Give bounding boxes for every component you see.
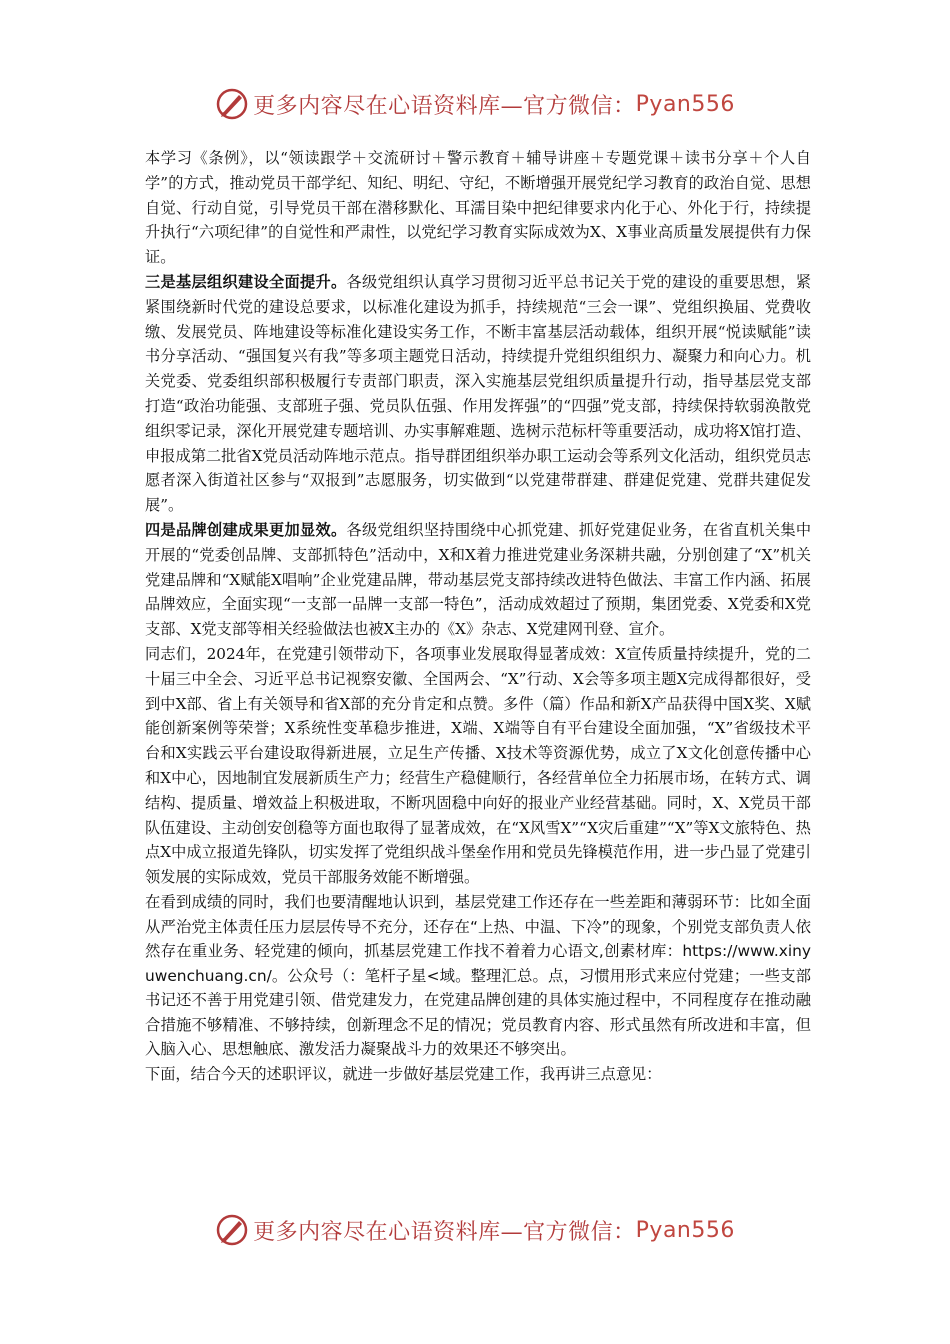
footer-banner-wechat-id: Pyan556 — [635, 1217, 735, 1243]
footer-banner-text: 更多内容尽在心语资料库—官方微信： — [253, 1219, 636, 1245]
paragraph-1: 本学习《条例》，以“领读跟学＋交流研讨＋警示教育＋辅导讲座＋专题党课＋读书分享＋个人自学”的方式，推动党员干部学纪、知纪、明纪、守纪，不断增强开展党纪学习教育的政治自觉、思想自觉、行动自觉，引导党员干部在潜移默化、耳濡目染中把纪律要求内化于心、外化于行，持续提升执行“六项纪律”的自觉性和严肃性，以党纪学习教育实际成效为X、X事业高质量发展提供有力保证。 — [145, 149, 811, 267]
paragraph-3 — [145, 518, 811, 642]
pen-logo-icon — [215, 87, 249, 121]
footer-banner — [0, 1208, 950, 1252]
banner-wechat-id: Pyan556 — [635, 91, 735, 117]
pen-logo-icon — [215, 1213, 249, 1247]
paragraph-3-text: 各级党组织坚持围绕中心抓党建、抓好党建促业务，在省直机关集中开展的“党委创品牌、支部抓特色”活动中，X和X着力推进党建业务深耕共融，分别创建了“X”机关党建品牌和“X赋能X唱响”企业党建品牌，带动基层党支部持续改进特色做法、丰富工作内涵、拓展品牌效应，全面实现“一支部一品牌一支部一特色”，活动成效超过了预期，集团党委、X党委和X党支部、X党支部等相关经验做法也被X主办的《X》杂志、X党建网刊登、宣介。 — [145, 520, 812, 639]
paragraph-3-heading: 四是品牌创建成果更加显效。 — [145, 520, 347, 539]
banner-text: 更多内容尽在心语资料库—官方微信： — [253, 93, 636, 119]
paragraph-6: 下面，结合今天的述职评议，就进一步做好基层党建工作，我再讲三点意见： — [145, 1065, 662, 1084]
header-banner — [0, 82, 950, 126]
paragraph-2-heading: 三是基层组织建设全面提升。 — [145, 272, 347, 291]
paragraph-2 — [145, 270, 811, 518]
paragraph-2-text: 各级党组织认真学习贯彻习近平总书记关于党的建设的重要思想，紧紧围绕新时代党的建设总要求，以标准化建设为抓手，持续规范“三会一课”、党组织换届、党费收缴、发展党员、阵地建设等标准化建设实务工作，不断丰富基层活动载体，组织开展“悦读赋能”读书分享活动、“强国复兴有我”等多项主题党日活动，持续提升党组织组织力、凝聚力和向心力。机关党委、党委组织部积极履行专责部门职责，深入实施基层党组织质量提升行动，指导基层党支部打造“政治功能强、支部班子强、党员队伍强、作用发挥强”的“四强”党支部，持续保持软弱涣散党组织零记录，深化开展党建专题培训、办实事解难题、选树示范标杆等重要活动，成功将X馆打造、申报成第二批省X党员活动阵地示范点。指导群团组织举办职工运动会等系列文化活动，组织党员志愿者深入街道社区参与“双报到”志愿服务，切实做到“以党建带群建、群建促党建、党群共建促发展”。 — [145, 272, 812, 515]
paragraph-4: 同志们，2024年，在党建引领带动下，各项事业发展取得显著成效：X宣传质量持续提升，党的二十届三中全会、习近平总书记视察安徽、全国两会、“X”行动、X会等多项主题X完成得都很好，受到中X部、省上有关领导和省X部的充分肯定和点赞。多件（篇）作品和新X产品获得中国X奖、X赋能创新案例等荣誉；X系统性变革稳步推进，X端、X端等自有平台建设全面加强，“X”省级技术平台和X实践云平台建设取得新进展，立足生产传播、X技术等资源优势，成立了X文化创意传播中心和X中心，因地制宜发展新质生产力；经营生产稳健顺行，各经营单位全力拓展市场，在转方式、调结构、提质量、增效益上积极进取，不断巩固稳中向好的报业产业经营基础。同时，X、X党员干部队伍建设、主动创安创稳等方面也取得了显著成效，在“X风雪X”“X灾后重建”“X”等X文旅特色、热点X中成立报道先锋队，切实发挥了党组织战斗堡垒作用和党员先锋模范作用，进一步凸显了党建引领发展的实际成效，党员干部服务效能不断增强。 — [145, 644, 811, 887]
document-body — [145, 146, 811, 1087]
paragraph-5: 在看到成绩的同时，我们也要清醒地认识到，基层党建工作还存在一些差距和薄弱环节：比如全面从严治党主体责任压力层层传导不充分，还存在“上热、中温、下冷”的现象，个别党支部负责人依然存在重业务、轻党建的倾向，抓基层党建工作找不着着力心语文,创素材库：https://www.xinyuwenchuang.cn/。公众号（：笔杆子星<域。整理汇总。点，习惯用形式来应付党建；一些支部书记还不善于用党建引领、借党建发力，在党建品牌创建的具体实施过程中，不同程度存在推动融合措施不够精准、不够持续，创新理念不足的情况；党员教育内容、形式虽然有所改进和丰富，但入脑入心、思想触底、激发活力凝聚战斗力的效果还不够突出。 — [145, 892, 811, 1059]
